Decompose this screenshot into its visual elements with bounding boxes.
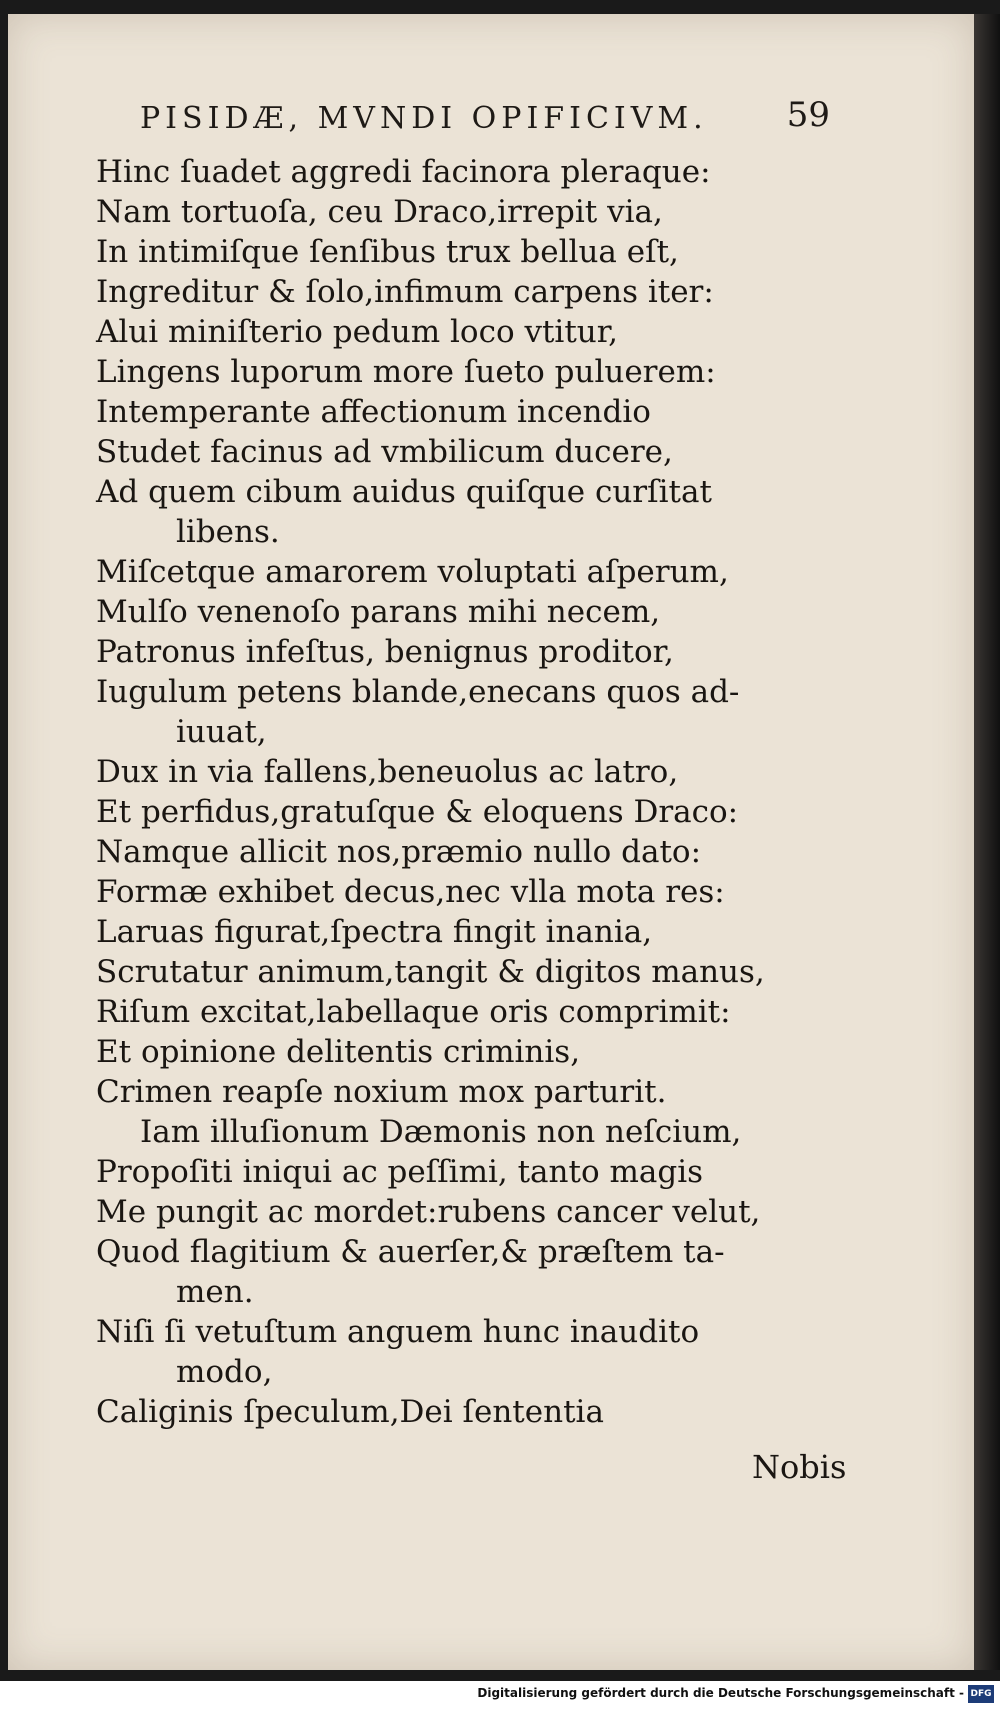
verse-line: Namque allicit nos,præmio nullo dato: [96, 834, 702, 870]
page-header [140, 95, 830, 141]
verse-line: Ingreditur & ſolo,infimum carpens iter: [96, 274, 714, 310]
verse-line: Niſi ſi vetuſtum anguem hunc inaudito [96, 1314, 700, 1350]
verse-line: Scrutatur animum,tangit & digitos manus, [96, 954, 765, 990]
verse-line: Ad quem cibum auidus quiſque curſitat [96, 474, 712, 510]
page-number: 59 [786, 95, 830, 135]
verse-line: Riſum excitat,labellaque oris comprimit: [96, 994, 731, 1030]
verse-line: Iam illuſionum Dæmonis non neſcium, [140, 1114, 742, 1150]
catchword: Nobis [752, 1448, 847, 1486]
dfg-logo: DFG [968, 1685, 994, 1703]
verse-line: Alui miniſterio pedum loco vtitur, [96, 314, 619, 350]
verse-line: Formæ exhibet decus,nec vlla mota res: [96, 874, 725, 910]
verse-line: Laruas figurat,ſpectra fingit inania, [96, 914, 653, 950]
verse-line-continuation: iuuat, [176, 714, 267, 750]
footer-credit: Digitalisierung gefördert durch die Deutsche Forschungsgemeinschaft - [477, 1686, 964, 1700]
verse-line-continuation: men. [176, 1274, 254, 1310]
verse-line: Crimen reapſe noxium mox parturit. [96, 1074, 667, 1110]
verse-line: Caliginis ſpeculum,Dei ſententia [96, 1394, 604, 1430]
running-title: PISIDÆ, MVNDI OPIFICIVM. [140, 101, 708, 136]
verse-line: Propoſiti iniqui ac peſſimi, tanto magis [96, 1154, 704, 1190]
verse-line: Patronus infeſtus, benignus proditor, [96, 634, 674, 670]
verse-line: Studet facinus ad vmbilicum ducere, [96, 434, 673, 470]
verse-line: Mulſo venenoſo parans mihi necem, [96, 594, 661, 630]
verse-line: Dux in via fallens,beneuolus ac latro, [96, 754, 679, 790]
page-edge [974, 14, 1000, 1670]
verse-line-continuation: libens. [176, 514, 280, 550]
verse-line: Hinc ſuadet aggredi facinora pleraque: [96, 154, 711, 190]
verse-line: In intimiſque ſenſibus trux bellua eſt, [96, 234, 679, 270]
verse-line: Me pungit ac mordet:rubens cancer velut, [96, 1194, 761, 1230]
verse-line: Et perfidus,gratuſque & eloquens Draco: [96, 794, 739, 830]
verse-line: Iugulum petens blande,enecans quos ad- [96, 674, 740, 710]
verse-line: Et opinione delitentis criminis, [96, 1034, 581, 1070]
digitization-footer [0, 1681, 1000, 1709]
verse-line: Nam tortuoſa, ceu Draco,irrepit via, [96, 194, 663, 230]
verse-line: Intemperante affectionum incendio [96, 394, 651, 430]
verse-line-continuation: modo, [176, 1354, 273, 1390]
verse-line: Lingens luporum more ſueto puluerem: [96, 354, 716, 390]
verse-line: Miſcetque amarorem voluptati aſperum, [96, 554, 729, 590]
verse-line: Quod flagitium & auerſer,& præſtem ta- [96, 1234, 725, 1270]
verse-text [96, 152, 796, 1432]
